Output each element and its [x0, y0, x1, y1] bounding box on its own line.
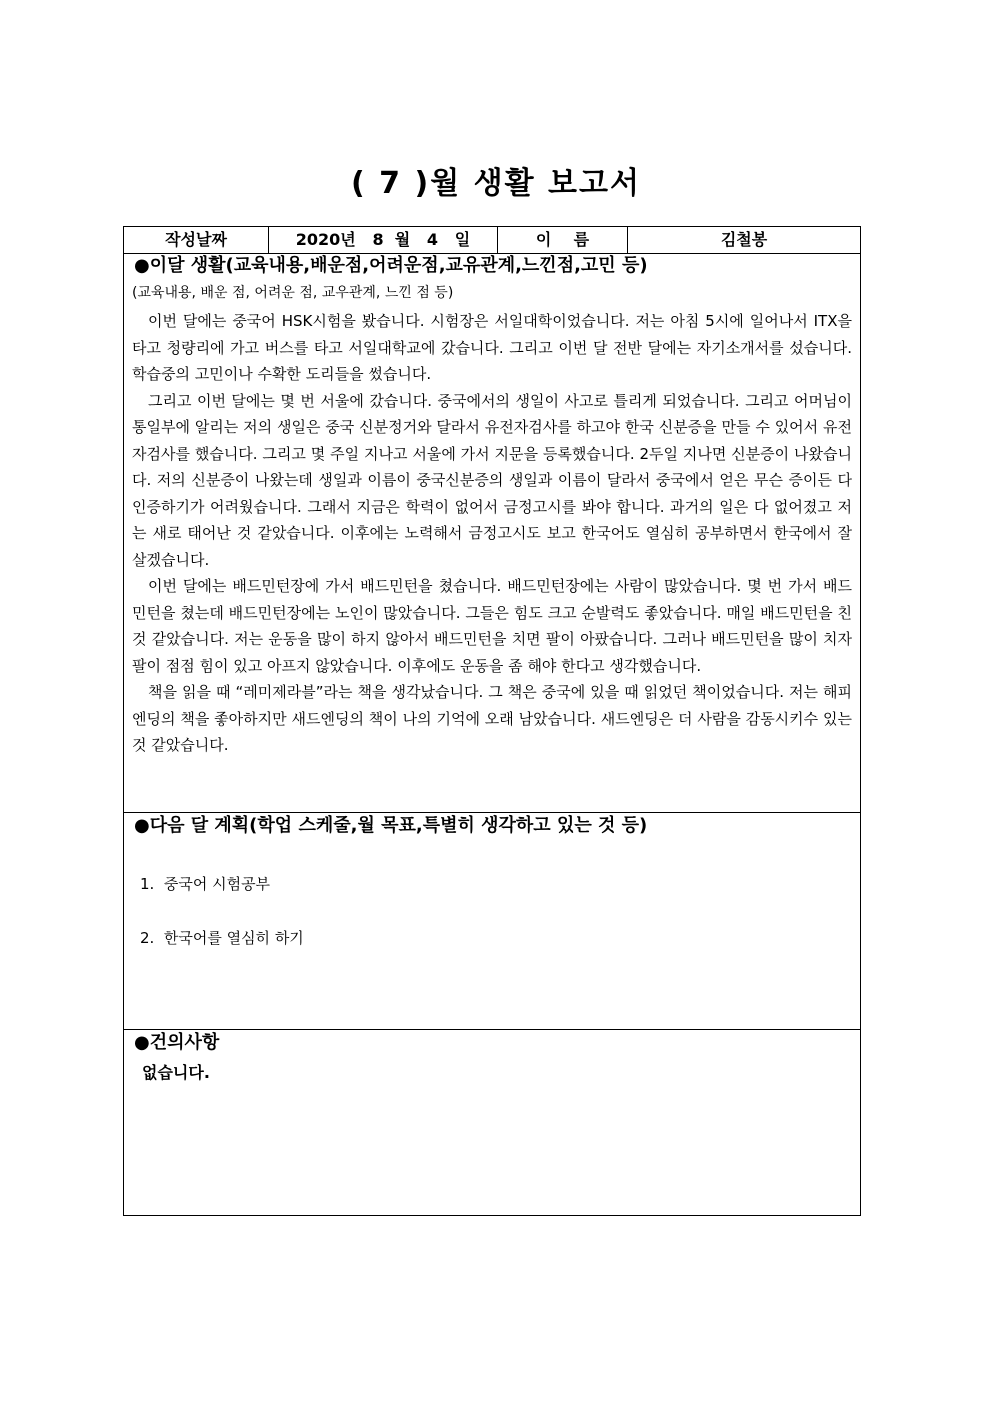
- next-month-heading: ●다음 달 계획(학업 스케줄,월 목표,특별히 생각하고 있는 것 등): [134, 815, 648, 836]
- info-row: [124, 227, 860, 254]
- monthly-life-subtitle: (교육내용, 배운 점, 어려운 점, 교우관계, 느낀 점 등): [132, 285, 454, 301]
- next-month-section: [124, 813, 860, 1030]
- monthly-life-section: [124, 253, 860, 813]
- suggestions-heading: ●건의사항: [134, 1032, 220, 1053]
- name-value: 김철봉: [720, 230, 768, 249]
- monthly-life-heading: ●이달 생활(교육내용,배운점,어려운점,교유관계,느낀점,고민 등): [134, 255, 648, 276]
- suggestions-section: [124, 1030, 860, 1215]
- date-value: 2020년 8 월 4 일: [269, 227, 498, 253]
- paragraph: 이번 달에는 중국어 HSK시험을 봤습니다. 시험장은 서일대학이었습니다. 저는 아침 5시에 일어나서 ITX을 타고 청량리에 가고 버스를 타고 서일대학교에 갔습니다. 그리고 이번 달 전반 달에는 자기소개서를 섰습니다. 학습중의 고민이나 수확한 도리들을 썼습니다.: [132, 312, 852, 383]
- monthly-life-body: [124, 306, 860, 759]
- suggestions-text: 없습니다.: [142, 1063, 210, 1082]
- page-title: ( 7 )월 생활 보고서: [351, 166, 641, 201]
- paragraph: 이번 달에는 배드민턴장에 가서 배드민턴을 쳤습니다. 배드민턴장에는 사람이 많았습니다. 몇 번 가서 배드민턴을 쳤는데 배드민턴장에는 노인이 많았습니다. 그들은 힘도 크고 순발력도 좋았습니다. 매일 배드민턴을 친 것 같았습니다. 저는 운동을 많이 하지 않아서 배드민턴을 치면 팔이 아팠습니다. 그러나 배드민턴을 많이 치자 팔이 점점 힘이 있고 아프지 않았습니다. 이후에도 운동을 좀 해야 한다고 생각했습니다.: [132, 577, 852, 675]
- report-form: [123, 226, 861, 1216]
- name-label: 이 름: [498, 227, 628, 253]
- list-item: 2. 한국어를 열심히 하기: [140, 929, 304, 947]
- paragraph: 책을 읽을 때 “레미제라블”라는 책을 생각났습니다. 그 책은 중국에 있을 때 읽었던 책이었습니다. 저는 해피엔딩의 책을 좋아하지만 새드엔딩의 책이 나의 기억에 오래 남았습니다. 새드엔딩은 더 사람을 감동시키수 있는 것 같았습니다.: [132, 683, 852, 754]
- date-label: 작성날짜: [124, 227, 269, 253]
- paragraph: 그리고 이번 달에는 몇 번 서울에 갔습니다. 중국에서의 생일이 사고로 틀리게 되었습니다. 그리고 어머님이 통일부에 알리는 저의 생일은 중국 신분정거와 달라서 유전자검사를 하고야 한국 신분증을 만들 수 있어서 유전자검사를 했습니다. 그리고 몇 주일 지나고 서울에 가서 지문을 등록했습니다. 2두일 지나면 신분증이 나왔습니다. 저의 신분증이 나왔는데 생일과 이름이 중국신분증의 생일과 이름이 달라서 중국에서 얻은 무슨 증이든 다 인증하기가 어려웠습니다. 그래서 지금은 학력이 없어서 금정고시를 봐야 합니다. 과거의 일은 다 없어졌고 저는 새로 태어난 것 같았습니다. 이후에는 노력해서 금정고시도 보고 한국어도 열심히 공부하면서 한국에서 잘 살겠습니다.: [132, 391, 852, 569]
- list-item: 1. 중국어 시험공부: [140, 875, 271, 893]
- plan-list: [124, 873, 860, 981]
